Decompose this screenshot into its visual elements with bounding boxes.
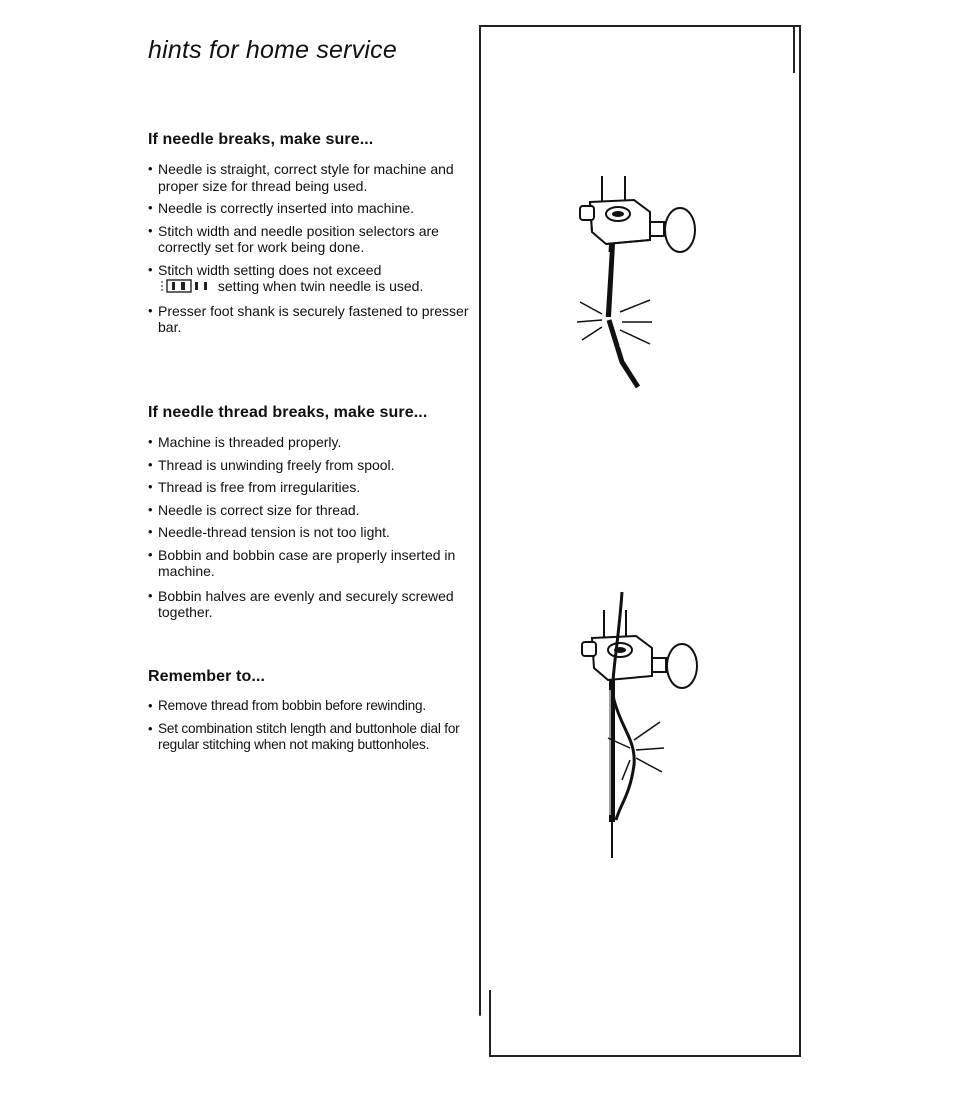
broken-thread-illustration (572, 590, 712, 865)
thread-breaks-heading: If needle thread breaks, make sure... (148, 404, 428, 421)
thread-breaks-section (148, 404, 473, 627)
remember-list (148, 698, 473, 754)
list-item-stitch-width (148, 262, 473, 297)
list-item: • Thread is free from irregularities. (148, 479, 473, 496)
list-item: • Bobbin and bobbin case are properly inserted in machine. (148, 547, 473, 580)
needle-breaks-heading: If needle breaks, make sure... (148, 131, 374, 148)
list-item: • Remove thread from bobbin before rewinding. (148, 698, 473, 715)
list-item: • Set combination stitch length and buttonhole dial for regular stitching when not making buttonholes. (148, 721, 473, 754)
figure-panel-bottom-left (489, 990, 491, 1057)
remember-section (148, 668, 473, 760)
list-item: • Thread is unwinding freely from spool. (148, 457, 473, 474)
stitch-width-text-before: Stitch width setting does not exceed (158, 261, 382, 278)
list-item: • Needle-thread tension is not too light. (148, 524, 473, 541)
list-item: • Needle is straight, correct style for machine and proper size for thread being used. (148, 161, 473, 194)
stitch-width-selector-icon (160, 279, 212, 297)
list-item: • Machine is threaded properly. (148, 434, 473, 451)
needle-breaks-list (148, 161, 473, 336)
list-item: • Stitch width and needle position selectors are correctly set for work being done. (148, 223, 473, 256)
page-title: hints for home service (148, 36, 397, 64)
list-item: • Bobbin halves are evenly and securely screwed together. (148, 588, 473, 621)
list-item: • Presser foot shank is securely fastened to presser bar. (148, 303, 473, 336)
remember-heading: Remember to... (148, 668, 265, 685)
broken-needle-illustration (572, 172, 712, 402)
thread-breaks-list (148, 434, 473, 621)
list-item: • Needle is correctly inserted into machine. (148, 200, 473, 217)
stitch-width-text-after: setting when twin needle is used. (217, 278, 424, 294)
list-item: • Needle is correct size for thread. (148, 502, 473, 519)
needle-breaks-section (148, 131, 473, 342)
